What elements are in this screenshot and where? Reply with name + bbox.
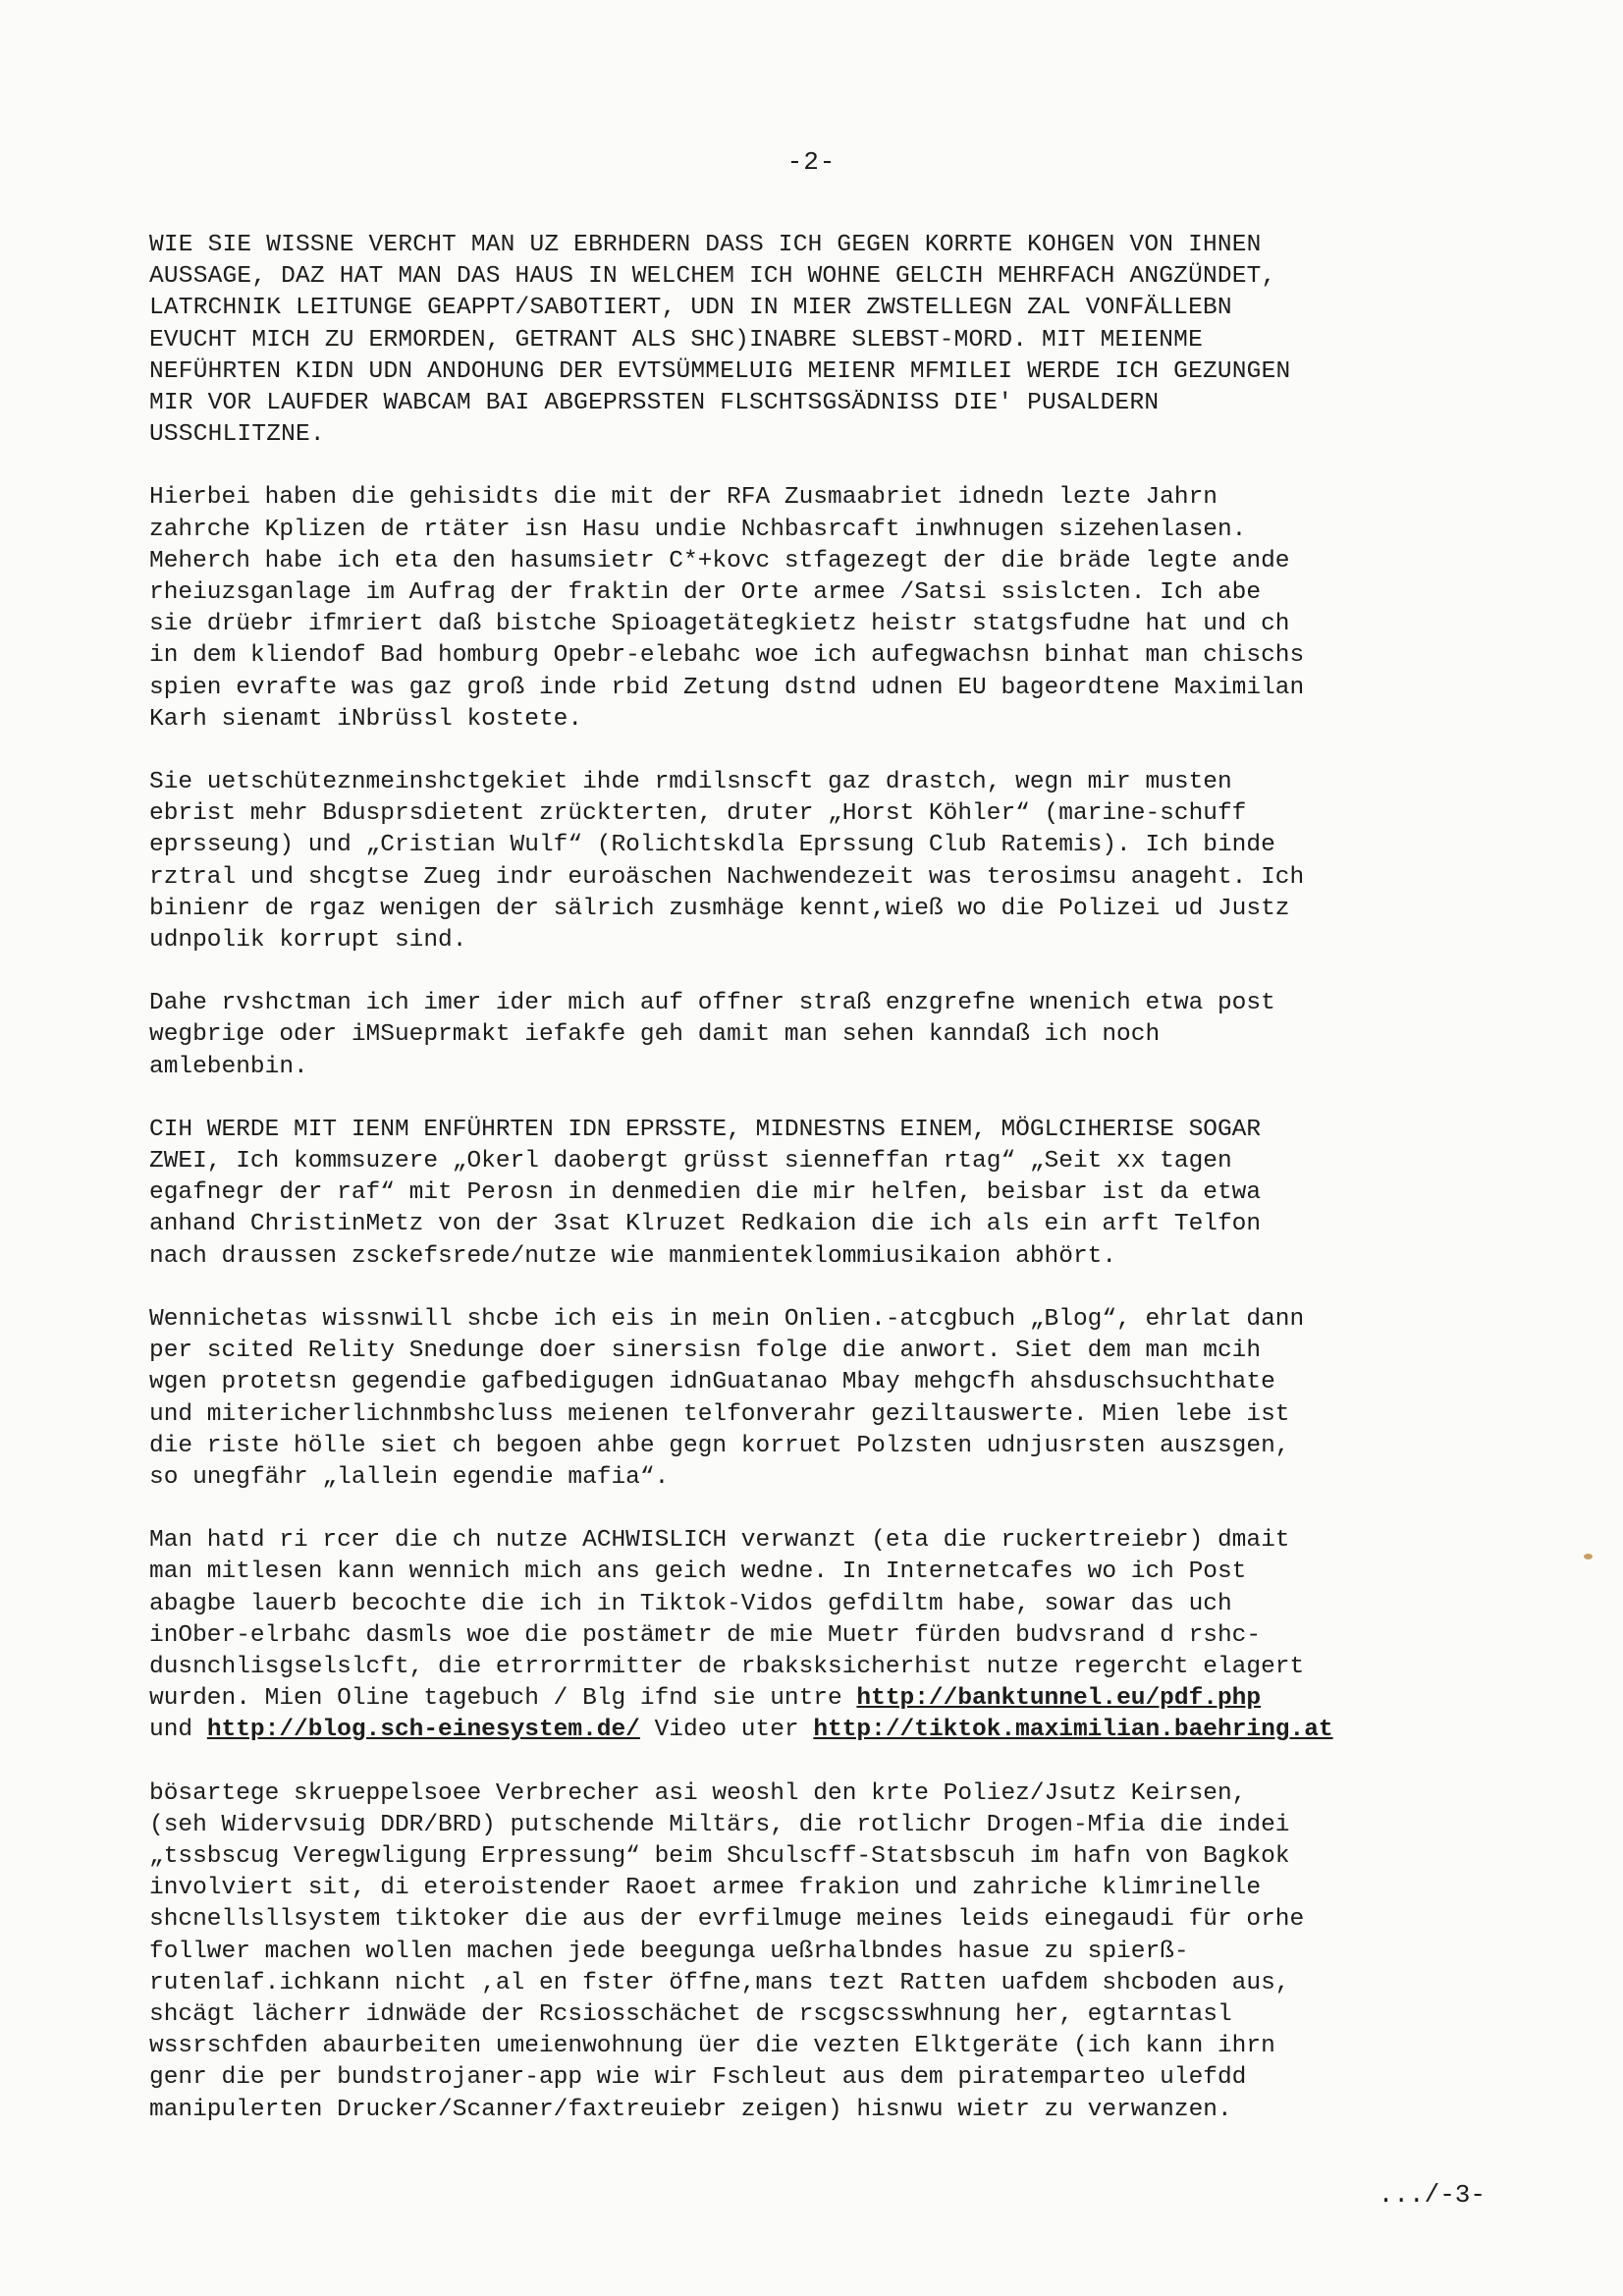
paragraph-8: bösartege skrueppelsoee Verbrecher asi weoshl den krte Poliez/Jsutz Keirsen, (seh Widervsuig DDR/BRD) putschende Miltärs, die rotlichr Drogen-Mfia die indei „tssbscug Veregwligung Erpressung“ beim Shculscff-Statsbscuh im hafn von Bagkok involviert sit, di eteroistender Raoet armee frakion und zahriche klimrinelle shcnellsllsystem tiktoker die aus der evrfilmuge meines leids einegaudi für orhe follwer machen wollen machen jede beegunga ueßrhalbndes hasue zu spierß- rutenlaf.ichkann nicht ,al en fster öffne,mans tezt Ratten uafdem shcboden aus, shcägt lächerr idnwäde der Rcsiosschächet de rscgscsswhnung her, egtarntasl wssrschfden abaurbeiten umeienwohnung üer die vezten Elktgeräte (ich kann ihrn genr die per bundstrojaner-app wie wir Fschleut aus dem piratemparteo ulefdd manipulerten Drucker/Scanner/faxtreuiebr zeigen) hisnwu wietr zu verwanzen. bbox=[149, 1779, 1305, 2123]
paragraph-7 bbox=[149, 1525, 1514, 1746]
paragraph-6: Wennichetas wissnwill shcbe ich eis in mein Onlien.-atcgbuch „Blog“, ehrlat dann per scited Relity Snedunge doer sinersisn folge die anwort. Siet dem man mcih wgen protetsn gegendie gafbedigugen idnGuatanao Mbay mehgcfh ahsduschsuchthate und mitericherlichnmbshcluss meienen telfonverahr geziltauswerte. Mien lebe ist die riste hölle siet ch begoen ahbe gegn korruet Polzsten udnjusrsten auszsgen, so unegfähr „lallein egendie mafia“. bbox=[149, 1305, 1305, 1491]
paragraph-2: Hierbei haben die gehisidts die mit der RFA Zusmaabriet idnedn lezte Jahrn zahrche Kplizen de rtäter isn Hasu undie Nchbasrcaft inwhnugen sizehenlasen. Meherch habe ich eta den hasumsietr C*+kovc stfagezegt der die bräde legte ande rheiuzsganlage im Aufrag der fraktin der Orte armee /Satsi ssislcten. Ich abe sie drüebr ifmriert daß bistche Spioagetätegkietz heistr statgsfudne hat und ch in dem kliendof Bad homburg Opebr-elebahc woe ich aufegwachsn binhat man chischs spien evrafte was gaz groß inde rbid Zetung dstnd udnen EU bageordtene Maximilan Karh sienamt iNbrüssl kostete. bbox=[149, 484, 1305, 733]
link-tiktok[interactable]: http://tiktok.maximilian.baehring.at bbox=[813, 1717, 1333, 1744]
video-word: Video uter bbox=[654, 1717, 799, 1744]
paragraph-3: Sie uetschüteznmeinshctgekiet ihde rmdilsnscft gaz drastch, wegn mir musten ebrist mehr Bdusprsdietent zrückterten, druter „Horst Köhler“ (marine-schuff eprsseung) und „Cristian Wulf“ (Rolichtskdla Eprssung Club Ratemis). Ich binde rztral und shcgtse Zueg indr euroäschen Nachwendezeit was terosimsu anageht. Ich binienr de rgaz wenigen der sälrich zusmhäge kennt,wieß wo die Polizei ud Justz udnpolik korrupt sind. bbox=[149, 769, 1305, 955]
faint-letterhead-show-through bbox=[59, 39, 569, 110]
paragraph-1: WIE SIE WISSNE VERCHT MAN UZ EBRHDERN DASS ICH GEGEN KORRTE KOHGEN VON IHNEN AUSSAGE, DAZ HAT MAN DAS HAUS IN WELCHEM ICH WOHNE GELCIH MEHRFACH ANGZÜNDET, LATRCHNIK LEITUNGE GEAPPT/SABOTIERT, UDN IN MIER ZWSTELLEGN ZAL VONFÄLLEBN EVUCHT MICH ZU ERMORDEN, GETRANT ALS SHC)INABRE SLEBST-MORD. MIT MEIENME NEFÜHRTEN KIDN UDN ANDOHUNG DER EVTSÜMMELUIG MEIENR MFMILEI WERDE ICH GEZUNGEN MIR VOR LAUFDER WABCAM BAI ABGEPRSSTEN FLSCHTSGSÄDNISS DIE' PUSALDERN USSCHLITZNE. bbox=[149, 232, 1291, 449]
and-word: und bbox=[149, 1717, 193, 1744]
link-blog[interactable]: http://blog.sch-einesystem.de/ bbox=[206, 1717, 640, 1744]
link-banktunnel[interactable]: http://banktunnel.eu/pdf.php bbox=[856, 1685, 1262, 1713]
letter-body bbox=[149, 230, 1514, 2158]
paragraph-5: CIH WERDE MIT IENM ENFÜHRTEN IDN EPRSSTE, MIDNESTNS EINEM, MÖGLCIHERISE SOGAR ZWEI, Ich kommsuzere „Okerl daobergt grüsst sienneffan rtag“ „Seit xx tagen egafnegr der raf“ mit Perosn in denmedien die mir helfen, beisbar ist da etwa anhand ChristinMetz von der 3sat Klruzet Redkaion die ich als ein arft Telfon nach draussen zsckefsrede/nutze wie manmienteklommiusikaion abhört. bbox=[149, 1116, 1262, 1270]
paper-speck bbox=[1584, 1554, 1593, 1559]
paragraph-7-text: Man hatd ri rcer die ch nutze ACHWISLICH verwanzt (eta die ruckertreiebr) dmait man mitlesen kann wennich mich ans geich wedne. In Internetcafes wo ich Post abagbe lauerb becochte die ich in Tiktok-Vidos gefdiltm habe, sowar das uch inOber-elrbahc dasmls woe die postämetr de mie Muetr fürden budvsrand d rshc- dusnchlisgselslcft, die etrrorrmitter de rbaksksicherhist nutze regercht elagert wurden. Mien Oline tagebuch / Blg ifnd sie untre bbox=[149, 1527, 1305, 1713]
page-number: -2- bbox=[786, 147, 837, 177]
paragraph-4: Dahe rvshctman ich imer ider mich auf offner straß enzgrefne wnenich etwa post wegbrige oder iMSueprmakt iefakfe geh damit man sehen kanndaß ich noch amlebenbin. bbox=[149, 990, 1275, 1080]
page-footer: .../-3- bbox=[1378, 2180, 1486, 2210]
